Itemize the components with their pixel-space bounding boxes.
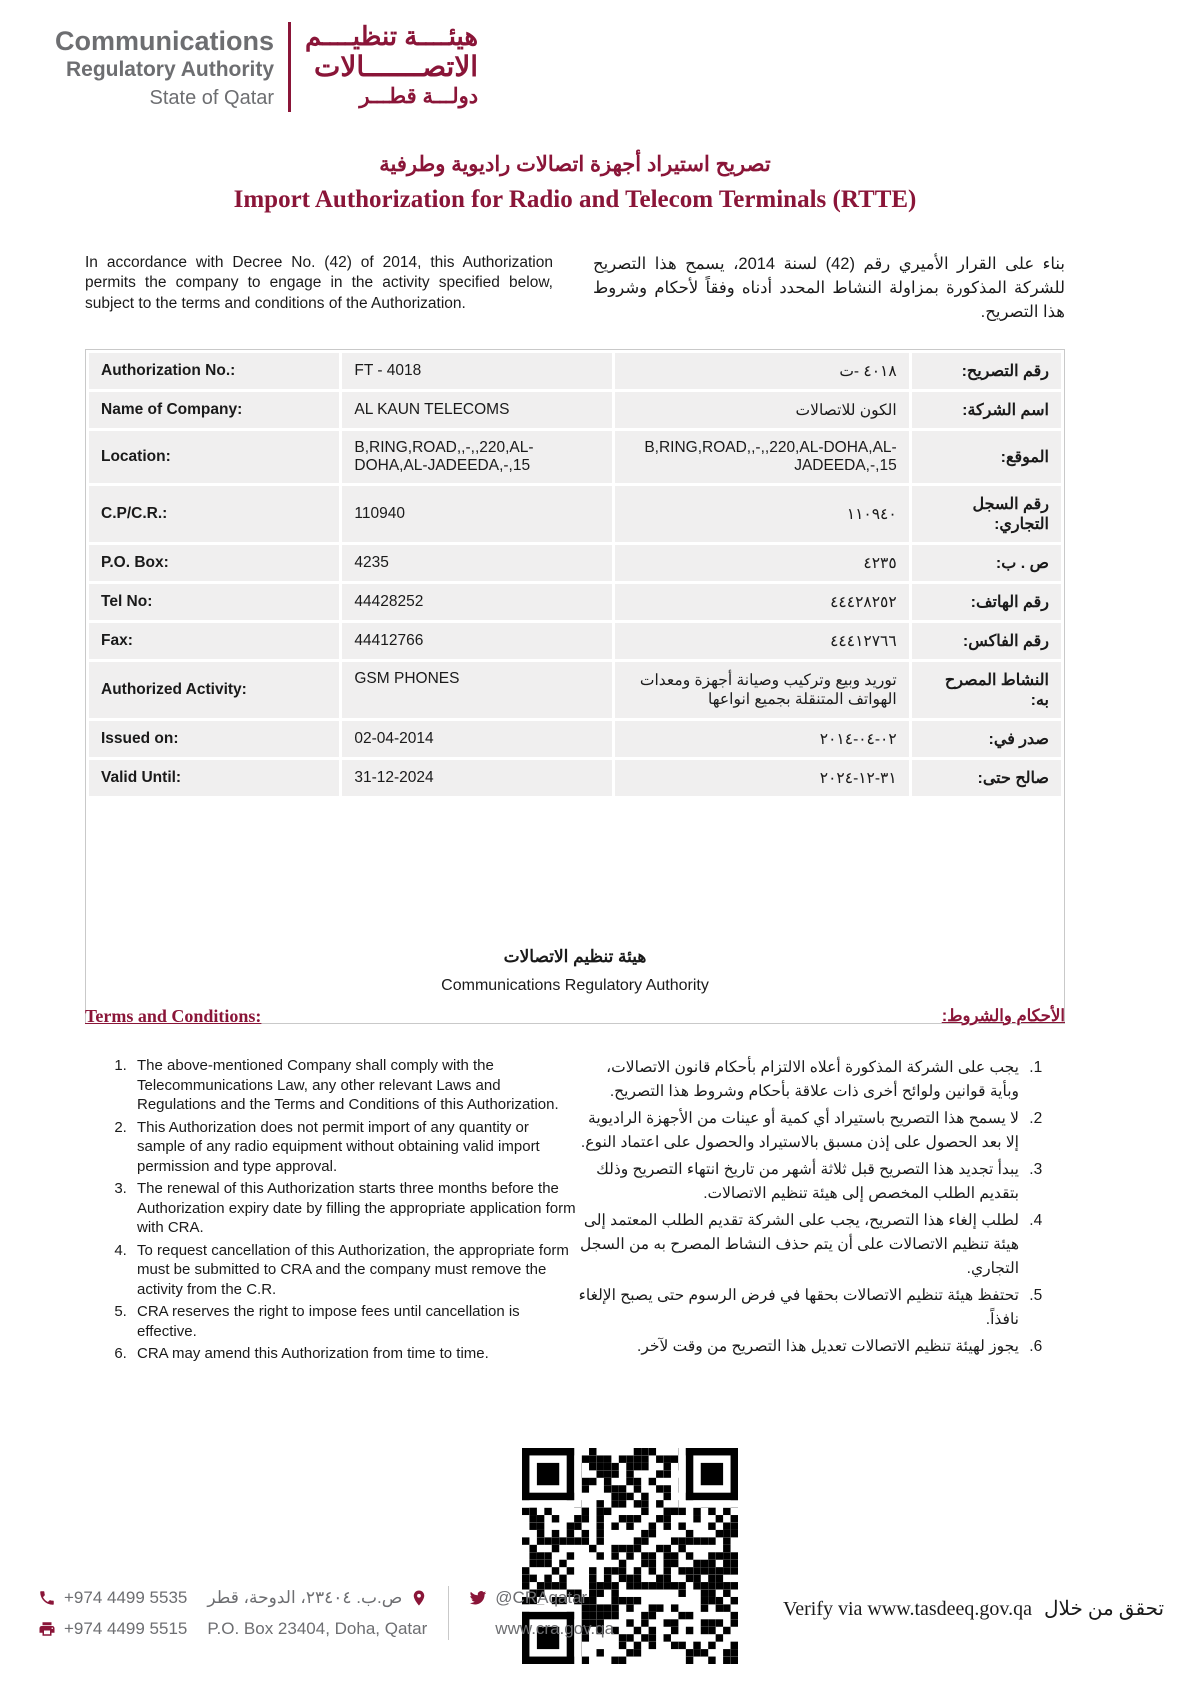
footer-website-row [469, 1619, 614, 1639]
table-row-tel [89, 584, 1061, 620]
field-label-ar: الموقع: [912, 431, 1061, 483]
terms-headings [85, 1006, 1065, 1027]
field-label-en: P.O. Box: [89, 545, 339, 581]
table-row-authorization-no [89, 353, 1061, 389]
verify-text-arabic: تحقق من خلال [1044, 1598, 1165, 1620]
term-item-en: 1. The above-mentioned Company shall comply with the Telecommunications Law, any other relevant Laws and Regulations and the Terms and Conditions of this Authorization. [131, 1056, 576, 1115]
field-label-ar: صدر في: [912, 721, 1061, 757]
field-value-ar: ٤٤٤٢٨٢٥٢ [615, 584, 909, 620]
table-row-po-box [89, 545, 1061, 581]
footer-contact-block [38, 1586, 614, 1640]
term-item-ar: 1. يجب على الشركة المذكورة أعلاه الالتزام بأحكام قانون الاتصالات، وبأية قوانين ولوائح أخرى ذات علاقة بأحكام وشروط هذا التصريح. [576, 1056, 1025, 1104]
footer-divider [448, 1586, 449, 1640]
logo-communications: Communications [55, 26, 275, 56]
location-pin-icon [410, 1589, 428, 1607]
footer-web-column [469, 1588, 614, 1639]
footer-website-url: www.cra.gov.qa [495, 1618, 615, 1638]
field-value-ar: توريد وبيع وتركيب وصيانة أجهزة ومعدات الهواتف المتنقلة بجميع انواعها [615, 662, 909, 718]
logo-arabic-line1: هيئــــة تنظيــــم [305, 21, 479, 51]
field-label-en: Name of Company: [89, 392, 339, 428]
table-row-company-name [89, 392, 1061, 428]
authorization-details-box [85, 349, 1065, 1024]
footer-twitter-row [469, 1588, 614, 1608]
field-label-ar: النشاط المصرح به: [912, 662, 1061, 718]
footer-address-en-row [207, 1619, 428, 1639]
terms-list-arabic [576, 1056, 1065, 1367]
field-value-ar: ٤٤٤١٢٧٦٦ [615, 623, 909, 659]
logo-arabic-line3: دولـــة قطـــر [359, 84, 479, 108]
field-label-en: Valid Until: [89, 760, 339, 796]
table-row-issued-on [89, 721, 1061, 757]
field-label-ar: رقم السجل التجاري: [912, 486, 1061, 542]
field-label-ar: رقم التصريح: [912, 353, 1061, 389]
field-label-en: C.P/C.R.: [89, 486, 339, 542]
field-label-en: Issued on: [89, 721, 339, 757]
term-item-en: 4. To request cancellation of this Authorization, the appropriate form must be submitted to CRA and the company must remove the activity from the C.R. [131, 1241, 576, 1300]
field-label-en: Authorization No.: [89, 353, 339, 389]
field-value-en: 02-04-2014 [342, 721, 612, 757]
document-title-arabic: تصريح استيراد أجهزة اتصالات راديوية وطرفية [379, 153, 771, 176]
table-row-cr-number [89, 486, 1061, 542]
twitter-icon [469, 1589, 487, 1607]
field-value-en: 44428252 [342, 584, 612, 620]
footer-address-arabic: ص.ب. ٢٣٤٠٤، الدوحة، قطر [207, 1587, 403, 1607]
fax-icon [38, 1620, 56, 1638]
term-item-ar: 4. لطلب إلغاء هذا التصريح، يجب على الشركة تقديم الطلب المعتمد إلى هيئة تنظيم الاتصالات على أن يتم حذف النشاط المصرح به من السجل التجاري. [576, 1209, 1025, 1281]
table-row-authorized-activity [89, 662, 1061, 718]
table-row-valid-until [89, 760, 1061, 796]
field-label-ar: رقم الهاتف: [912, 584, 1061, 620]
footer-fax-number: +974 4499 5515 [64, 1618, 188, 1638]
authority-signature-english: Communications Regulatory Authority [441, 977, 709, 994]
terms-list-english [85, 1056, 576, 1367]
intro-paragraph-english: In accordance with Decree No. (42) of 2014, this Authorization permits the company to engage in the activity specified below, subject to the terms and conditions of the Authorization. [85, 254, 553, 312]
term-item-en: 2. This Authorization does not permit import of any quantity or sample of any radio equipment without obtaining valid import permission and type approval. [131, 1118, 576, 1177]
field-value-ar: ٢٠١٤-٠٤-٠٢ [615, 721, 909, 757]
terms-heading-english: Terms and Conditions: [85, 1006, 262, 1026]
verify-line [783, 1596, 1164, 1621]
term-item-en: 5. CRA reserves the right to impose fees until cancellation is effective. [131, 1302, 576, 1341]
logo-state-of-qatar: State of Qatar [149, 86, 275, 109]
field-value-en: B,RING,ROAD,,-,,220,AL-DOHA,AL-JADEEDA,-,15 [342, 431, 612, 483]
term-item-ar: 2. لا يسمح هذا التصريح باستيراد أي كمية أو عينات من الأجهزة الراديوية إلا بعد الحصول على إذن مسبق بالاستيراد والحصول على اعتماد النوع. [576, 1107, 1025, 1155]
cra-logo-english [55, 22, 288, 112]
footer-address-ar-row [207, 1588, 428, 1608]
field-value-en: AL KAUN TELECOMS [342, 392, 612, 428]
footer-address-column [207, 1588, 428, 1639]
logo-arabic-line2: الاتصـــــــالات [313, 50, 479, 82]
footer-twitter-handle: @CRAqatar [495, 1587, 588, 1607]
field-label-en: Fax: [89, 623, 339, 659]
authorization-details-table [86, 350, 1064, 799]
field-label-en: Tel No: [89, 584, 339, 620]
field-value-en: FT - 4018 [342, 353, 612, 389]
field-label-ar: رقم الفاكس: [912, 623, 1061, 659]
terms-section [85, 1056, 1065, 1367]
term-item-ar: 6. يجوز لهيئة تنظيم الاتصالات تعديل هذا التصريح من وقت لآخر. [576, 1335, 1025, 1359]
field-label-ar: ص . ب: [912, 545, 1061, 581]
field-value-en: 110940 [342, 486, 612, 542]
term-item-en: 6. CRA may amend this Authorization from time to time. [131, 1344, 576, 1364]
footer-fax-row [38, 1619, 187, 1639]
logo-regulatory-authority: Regulatory Authority [65, 58, 275, 82]
field-value-ar: ت- ٤٠١٨ [615, 353, 909, 389]
field-label-en: Authorized Activity: [89, 662, 339, 718]
term-item-en: 3. The renewal of this Authorization starts three months before the Authorization expiry date by filling the appropriate application form with CRA. [131, 1179, 576, 1238]
verify-text-english: Verify via www.tasdeeq.gov.qa [783, 1598, 1032, 1620]
field-label-en: Location: [89, 431, 339, 483]
field-value-en: 44412766 [342, 623, 612, 659]
field-label-ar: اسم الشركة: [912, 392, 1061, 428]
authority-signature-arabic: هيئة تنظيم الاتصالات [503, 947, 647, 966]
term-item-ar: 3. يبدأ تجديد هذا التصريح قبل ثلاثة أشهر من تاريخ انتهاء التصريح وذلك بتقديم الطلب المخصص إلى هيئة تنظيم الاتصالات. [576, 1158, 1025, 1206]
footer-phone-number: +974 4499 5535 [64, 1587, 188, 1607]
table-row-fax [89, 623, 1061, 659]
table-row-location [89, 431, 1061, 483]
footer-phone-row [38, 1588, 187, 1608]
field-value-ar: الكون للاتصالات [615, 392, 909, 428]
footer-address-english: P.O. Box 23404, Doha, Qatar [207, 1618, 428, 1638]
field-value-en: 4235 [342, 545, 612, 581]
cra-logo-arabic [291, 22, 478, 112]
cra-logo [55, 22, 478, 112]
field-value-ar: ٢٠٢٤-١٢-٣١ [615, 760, 909, 796]
document-title-english: Import Authorization for Radio and Telecom Terminals (RTTE) [233, 186, 917, 213]
intro-section [85, 253, 1065, 325]
field-label-ar: صالح حتى: [912, 760, 1061, 796]
footer-phone-column [38, 1588, 187, 1639]
field-value-en: 31-12-2024 [342, 760, 612, 796]
field-value-en: GSM PHONES [342, 662, 612, 718]
field-value-ar: ٤٢٣٥ [615, 545, 909, 581]
terms-heading-arabic: الأحكام والشروط: [941, 1007, 1065, 1025]
intro-paragraph-arabic: بناء على القرار الأميري رقم (42) لسنة 2014، يسمح هذا التصريح للشركة المذكورة بمزاولة النشاط المحدد أدناه وفقاً لأحكام وشروط هذا التصريح. [593, 255, 1065, 321]
authority-signature-block [86, 799, 1064, 1023]
term-item-ar: 5. تحتفظ هيئة تنظيم الاتصالات بحقها في فرض الرسوم حتى يصبح الإلغاء نافذاً. [576, 1284, 1025, 1332]
field-value-ar: ١١٠٩٤٠ [615, 486, 909, 542]
phone-icon [38, 1589, 56, 1607]
field-value-ar: B,RING,ROAD,,-,,220,AL-DOHA,AL-JADEEDA,-,15 [615, 431, 909, 483]
document-title [85, 152, 1065, 214]
